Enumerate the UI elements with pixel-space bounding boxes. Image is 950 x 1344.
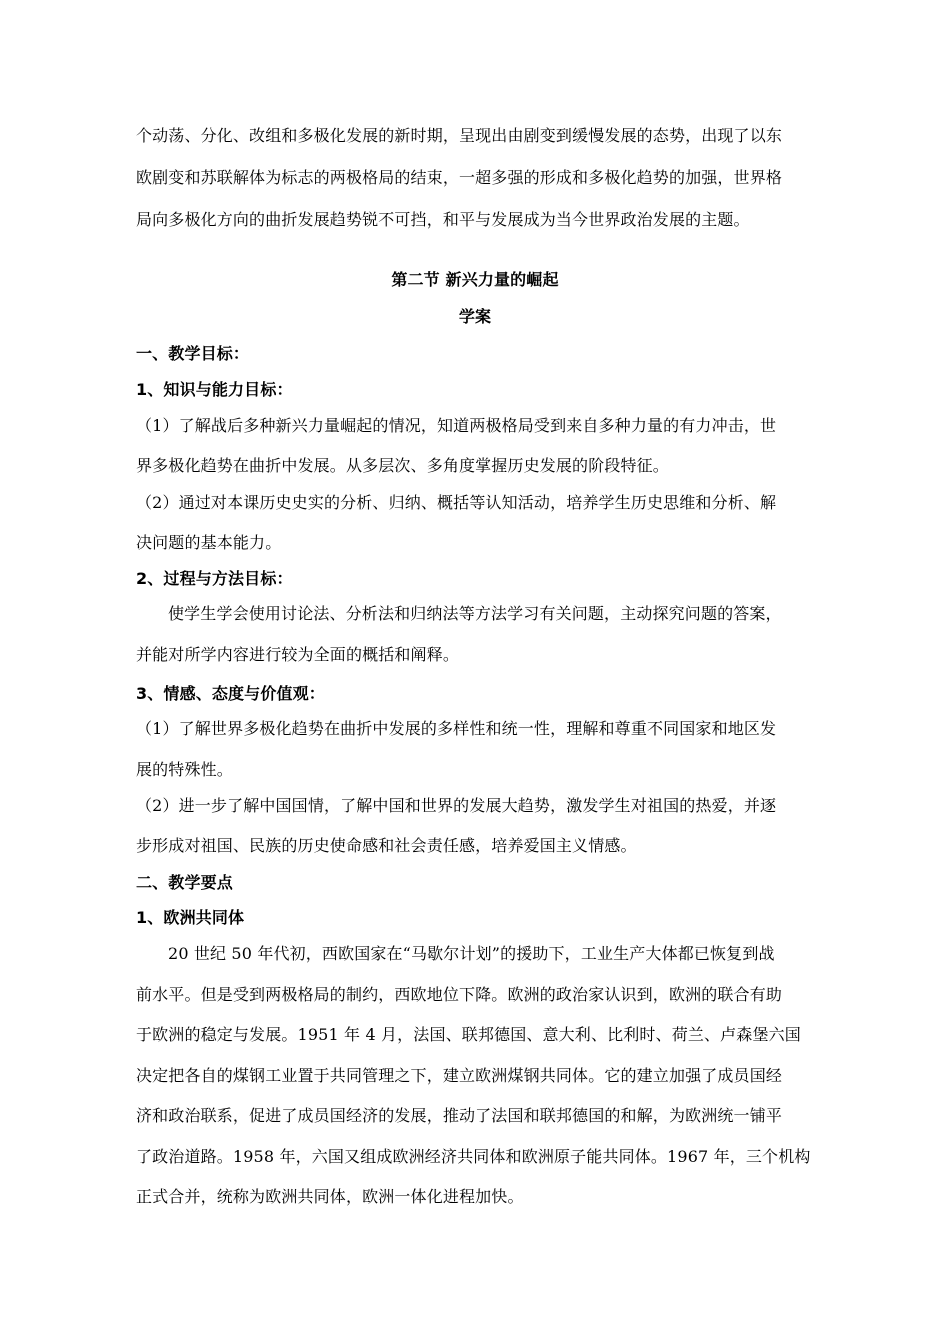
paragraph-line: 正式合并，统称为欧洲共同体，欧洲一体化进程加快。	[136, 1187, 524, 1206]
intro-line: 欧剧变和苏联解体为标志的两极格局的结束，一超多强的形成和多极化趋势的加强，世界格	[136, 168, 783, 187]
heading-values-goals: 3、情感、态度与价值观：	[136, 684, 325, 703]
intro-line: 个动荡、分化、改组和多极化发展的新时期，呈现出由剧变到缓慢发展的态势，出现了以东	[136, 126, 783, 145]
paragraph-line: 20 世纪 50 年代初，西欧国家在“马歇尔计划”的援助下，工业生产大体都已恢复到战	[168, 944, 775, 963]
paragraph-line: 界多极化趋势在曲折中发展。从多层次、多角度掌握历史发展的阶段特征。	[136, 456, 669, 475]
heading-teaching-points: 二、教学要点	[136, 873, 233, 892]
paragraph-line: （1）了解战后多种新兴力量崛起的情况，知道两极格局受到来自多种力量的有力冲击，世	[136, 416, 777, 435]
heading-teaching-goals: 一、教学目标：	[136, 344, 250, 363]
paragraph-line: 决问题的基本能力。	[136, 533, 282, 552]
section-title: 第二节 新兴力量的崛起	[391, 270, 559, 289]
paragraph-line: （1）了解世界多极化趋势在曲折中发展的多样性和统一性，理解和尊重不同国家和地区发	[136, 719, 777, 738]
paragraph-line: 并能对所学内容进行较为全面的概括和阐释。	[136, 645, 460, 664]
paragraph-line: （2）通过对本课历史史实的分析、归纳、概括等认知活动，培养学生历史思维和分析、解	[136, 493, 777, 512]
intro-line: 局向多极化方向的曲折发展趋势锐不可挡，和平与发展成为当今世界政治发展的主题。	[136, 210, 750, 229]
paragraph-line: 步形成对祖国、民族的历史使命感和社会责任感，培养爱国主义情感。	[136, 836, 637, 855]
heading-european-community: 1、欧洲共同体	[136, 908, 245, 927]
heading-knowledge-goals: 1、知识与能力目标：	[136, 380, 293, 399]
paragraph-line: 济和政治联系，促进了成员国经济的发展，推动了法国和联邦德国的和解，为欧洲统一铺平	[136, 1106, 783, 1125]
subtitle: 学案	[458, 307, 492, 326]
paragraph-line: 使学生学会使用讨论法、分析法和归纳法等方法学习有关问题，主动探究问题的答案，	[168, 604, 782, 623]
paragraph-line: 展的特殊性。	[136, 760, 233, 779]
paragraph-line: 前水平。但是受到两极格局的制约，西欧地位下降。欧洲的政治家认识到，欧洲的联合有助	[136, 985, 783, 1004]
paragraph-line: 于欧洲的稳定与发展。1951 年 4 月，法国、联邦德国、意大利、比利时、荷兰、卢森堡六国	[136, 1025, 801, 1044]
paragraph-line: 了政治道路。1958 年，六国又组成欧洲经济共同体和欧洲原子能共同体。1967 年，三个机构	[136, 1147, 811, 1166]
paragraph-line: 决定把各自的煤钢工业置于共同管理之下，建立欧洲煤钢共同体。它的建立加强了成员国经	[136, 1066, 783, 1085]
paragraph-line: （2）进一步了解中国国情，了解中国和世界的发展大趋势，激发学生对祖国的热爱，并逐	[136, 796, 777, 815]
heading-process-goals: 2、过程与方法目标：	[136, 569, 293, 588]
